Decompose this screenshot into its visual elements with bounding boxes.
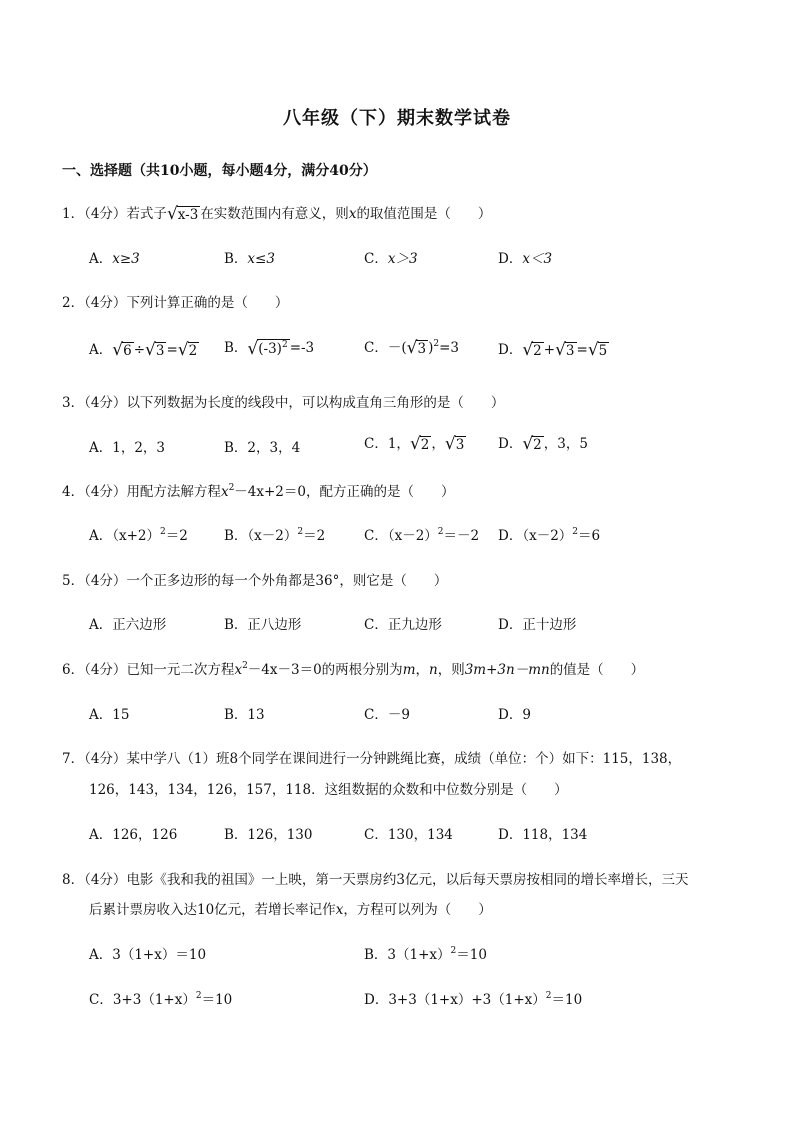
operator: ÷: [133, 342, 145, 358]
option-value: 正六边形: [112, 617, 167, 633]
radicand: 2: [533, 342, 542, 359]
stem-text: 已知一元二次方程: [126, 662, 235, 678]
option-a[interactable]: [89, 703, 129, 723]
operator: =: [166, 342, 178, 358]
radicand: 3: [417, 340, 427, 357]
option-letter: A．: [89, 440, 113, 456]
option-letter: C．: [364, 617, 388, 633]
stem-text: 若式子: [126, 206, 167, 222]
question-2-stem: [62, 291, 288, 311]
radicand: 2: [188, 342, 198, 359]
option-value: 15: [112, 707, 130, 723]
option-letter: B．: [224, 707, 248, 723]
stem-text: 在实数范围内有意义，则: [200, 206, 349, 222]
option-letter: B．: [364, 947, 388, 963]
question-number: 1．: [62, 206, 85, 222]
stem-text: 电影《我和我的祖国》一上映，第一天票房约3亿元，以后每天票房按相同的增长率增长，三天: [126, 872, 689, 888]
question-7-stem-cont: 126，143，134，126，157，118．这组数据的众数和中位数分别是（ ）: [89, 782, 568, 798]
question-score: （4分）: [84, 751, 127, 767]
radical: √ 6: [112, 340, 132, 361]
exponent: 2: [228, 483, 235, 493]
exponent: 2: [281, 340, 288, 351]
exponent: 2: [572, 527, 579, 537]
option-d[interactable]: [498, 247, 552, 267]
option-letter: C．: [364, 251, 388, 267]
option-a[interactable]: [89, 436, 165, 456]
option-letter: A．: [89, 827, 113, 843]
option-letter: C．: [89, 992, 113, 1008]
option-b[interactable]: [224, 703, 265, 723]
option-c[interactable]: [364, 336, 459, 357]
option-b[interactable]: [224, 436, 300, 456]
stem-text: －4x－3＝0的两根分别为: [247, 662, 403, 678]
exponent: 2: [242, 661, 248, 671]
option-value: 9: [522, 707, 531, 723]
page-title: 八年级（下）期末数学试卷: [283, 108, 511, 129]
option-value: ＝2: [303, 528, 326, 544]
option-value: 3+3（1+x）+3（1+x）: [388, 992, 546, 1008]
radicand: 3: [155, 342, 165, 359]
radical: √ 3: [444, 434, 465, 455]
option-c[interactable]: [89, 988, 232, 1008]
question-number: 7．: [62, 751, 85, 767]
option-letter: B．: [224, 827, 248, 843]
option-letter: A．: [89, 528, 113, 544]
separator: ，: [415, 662, 429, 678]
option-d[interactable]: [498, 823, 587, 843]
option-letter: C．: [364, 436, 388, 452]
stem-text: 后累计票房收入达10亿元，若增长率记作: [89, 902, 336, 918]
option-value: ＝6: [578, 528, 601, 544]
operator: =: [576, 342, 588, 358]
option-b[interactable]: [224, 524, 325, 544]
option-letter: D．: [498, 617, 523, 633]
option-letter: D．: [498, 528, 523, 544]
question-score: （4分）: [84, 484, 127, 500]
option-c[interactable]: [364, 432, 466, 453]
option-value: 1，: [387, 436, 410, 452]
question-1-stem: [62, 202, 491, 223]
question-number: 5．: [62, 573, 85, 589]
option-letter: D．: [498, 827, 523, 843]
stem-text: 一个正多边形的每一个外角都是36°，则它是（ ）: [126, 573, 448, 589]
radicand: 3: [565, 342, 575, 359]
question-score: （4分）: [84, 573, 127, 589]
option-value: ＝－2: [443, 528, 480, 544]
option-b[interactable]: [224, 247, 275, 267]
question-5-stem: [62, 569, 447, 589]
radicand: 6: [123, 342, 132, 359]
option-value: 3+3（1+x）: [112, 992, 196, 1008]
option-letter: D．: [498, 342, 523, 358]
stem-text: 的值是（ ）: [549, 662, 645, 678]
question-number: 8．: [62, 872, 85, 888]
radicand: x-3: [177, 206, 199, 223]
option-value: （x+2）: [112, 528, 161, 544]
option-a[interactable]: [89, 823, 177, 843]
option-letter: D．: [498, 251, 523, 267]
radical: √ x-3: [166, 204, 199, 225]
option-value: ＝2: [165, 528, 188, 544]
option-value: －9: [387, 707, 410, 723]
option-value: ，3，5: [543, 436, 588, 452]
radical: √ 3: [145, 340, 165, 361]
stem-text: 用配方法解方程: [126, 484, 221, 500]
option-value: （x－2）: [387, 528, 438, 544]
expression: 3m+3n－mn: [464, 662, 550, 678]
option-a[interactable]: [89, 338, 199, 359]
option-value: 正十边形: [522, 617, 577, 633]
variable: x: [234, 662, 243, 678]
option-letter: B．: [224, 528, 248, 544]
option-letter: C．: [364, 707, 388, 723]
stem-text: 以下列数据为长度的线段中，可以构成直角三角形的是（ ）: [126, 395, 505, 411]
option-value: 正九边形: [387, 617, 442, 633]
question-score: （4分）: [84, 662, 127, 678]
radical: √ 2: [522, 434, 542, 455]
option-value: ＝10: [456, 947, 487, 963]
question-score: （4分）: [84, 206, 127, 222]
option-letter: A．: [89, 707, 113, 723]
exponent: 2: [160, 527, 166, 537]
option-value: ＝10: [551, 992, 583, 1008]
option-b[interactable]: [224, 336, 314, 358]
option-value: ＝10: [201, 992, 233, 1008]
question-number: 3．: [62, 395, 85, 411]
question-8-stem-cont: [89, 898, 492, 918]
question-8-stem: [62, 868, 689, 888]
question-score: （4分）: [84, 872, 127, 888]
option-value: x≤3: [247, 251, 275, 267]
option-d[interactable]: [498, 613, 576, 633]
radical: √ 3: [406, 338, 427, 359]
option-d[interactable]: [498, 432, 588, 453]
radicand: 5: [598, 342, 608, 359]
option-b[interactable]: [224, 823, 312, 843]
option-value: 118，134: [522, 827, 588, 843]
option-letter: B．: [224, 251, 248, 267]
option-value: 3（1+x）＝10: [112, 947, 207, 963]
option-value: 13: [247, 707, 265, 723]
radicand: [257, 339, 289, 357]
option-letter: A．: [89, 342, 113, 358]
exponent: 2: [433, 339, 440, 349]
option-letter: C．: [364, 827, 388, 843]
stem-text: 某中学八（1）班8个同学在课间进行一分钟跳绳比赛，成绩（单位：个）如下：115，138，: [126, 751, 682, 767]
radical: √ 5: [587, 340, 608, 361]
option-letter: A．: [89, 251, 113, 267]
option-letter: A．: [89, 617, 113, 633]
radicand: 2: [533, 436, 542, 453]
option-c[interactable]: [364, 613, 442, 633]
radicand-base: (-3): [258, 341, 282, 358]
radical: √ $(-3)^2$: [247, 338, 288, 359]
operator: －(: [387, 340, 407, 356]
option-value: 正八边形: [247, 617, 302, 633]
option-value: x＜3: [522, 251, 553, 267]
exponent: 2: [437, 527, 444, 537]
option-b[interactable]: [224, 613, 301, 633]
radicand: 2: [420, 436, 430, 453]
stem-text: 的取值范围是（ ）: [356, 206, 492, 222]
option-a[interactable]: [89, 613, 166, 633]
option-c[interactable]: [364, 524, 479, 544]
operator: ): [428, 340, 434, 356]
section-heading: 一、选择题（共10小题，每小题4分，满分40分）: [62, 163, 377, 179]
option-value: 2，3，4: [247, 440, 301, 456]
option-c[interactable]: [364, 823, 453, 843]
option-value: 126，126: [112, 827, 178, 843]
option-value: x≥3: [112, 251, 140, 267]
option-letter: B．: [224, 340, 248, 356]
radicand: 3: [455, 436, 465, 453]
question-6-stem: [62, 658, 644, 678]
option-value: （x－2）: [247, 528, 298, 544]
option-letter: A．: [89, 947, 113, 963]
separator: ，: [431, 436, 445, 452]
exponent: 2: [545, 991, 552, 1001]
option-d[interactable]: [364, 988, 582, 1008]
stem-text: 下列计算正确的是（ ）: [126, 295, 289, 311]
option-d[interactable]: [498, 524, 600, 544]
option-value: 1，2，3: [112, 440, 166, 456]
question-7-stem: [62, 747, 681, 767]
option-letter: C．: [364, 340, 388, 356]
question-score: （4分）: [84, 395, 127, 411]
option-value: x＞3: [387, 251, 418, 267]
question-number: 6．: [62, 662, 85, 678]
question-number: 4．: [62, 484, 85, 500]
option-value: 126，130: [247, 827, 313, 843]
variable: x: [220, 484, 229, 500]
option-letter: B．: [224, 440, 248, 456]
radical: √ 2: [522, 340, 542, 361]
option-b[interactable]: [364, 943, 487, 963]
radical: √ 2: [409, 434, 430, 455]
option-letter: D．: [364, 992, 389, 1008]
option-a[interactable]: [89, 247, 140, 267]
option-value: 3（1+x）: [387, 947, 451, 963]
option-d[interactable]: [498, 703, 531, 723]
question-number: 2．: [62, 295, 85, 311]
option-a[interactable]: [89, 524, 188, 544]
stem-text: ，则: [437, 662, 465, 678]
radical: √ 3: [555, 340, 575, 361]
exponent: 2: [195, 991, 202, 1001]
stem-text: －4x+2＝0，配方正确的是（ ）: [234, 484, 455, 500]
option-a[interactable]: [89, 943, 206, 963]
variable: m: [402, 662, 416, 678]
option-letter: B．: [224, 617, 248, 633]
operator: +: [543, 342, 556, 358]
variable: x: [335, 902, 344, 918]
exponent: 2: [297, 527, 304, 537]
option-c[interactable]: [364, 247, 418, 267]
question-score: （4分）: [84, 295, 127, 311]
variable: n: [429, 662, 438, 678]
stem-text: ，方程可以列为（ ）: [343, 902, 492, 918]
option-value: （x－2）: [522, 528, 573, 544]
question-4-stem: [62, 480, 455, 500]
option-value: =3: [439, 340, 459, 356]
option-d[interactable]: [498, 338, 609, 359]
question-3-stem: [62, 391, 504, 411]
exponent: 2: [450, 946, 457, 956]
variable: x: [348, 206, 357, 222]
option-letter: D．: [498, 707, 523, 723]
radical: √ 2: [177, 340, 198, 361]
option-letter: D．: [498, 436, 523, 452]
option-letter: C．: [364, 528, 388, 544]
option-c[interactable]: [364, 703, 410, 723]
option-value: =-3: [289, 340, 315, 356]
option-value: 130，134: [387, 827, 453, 843]
